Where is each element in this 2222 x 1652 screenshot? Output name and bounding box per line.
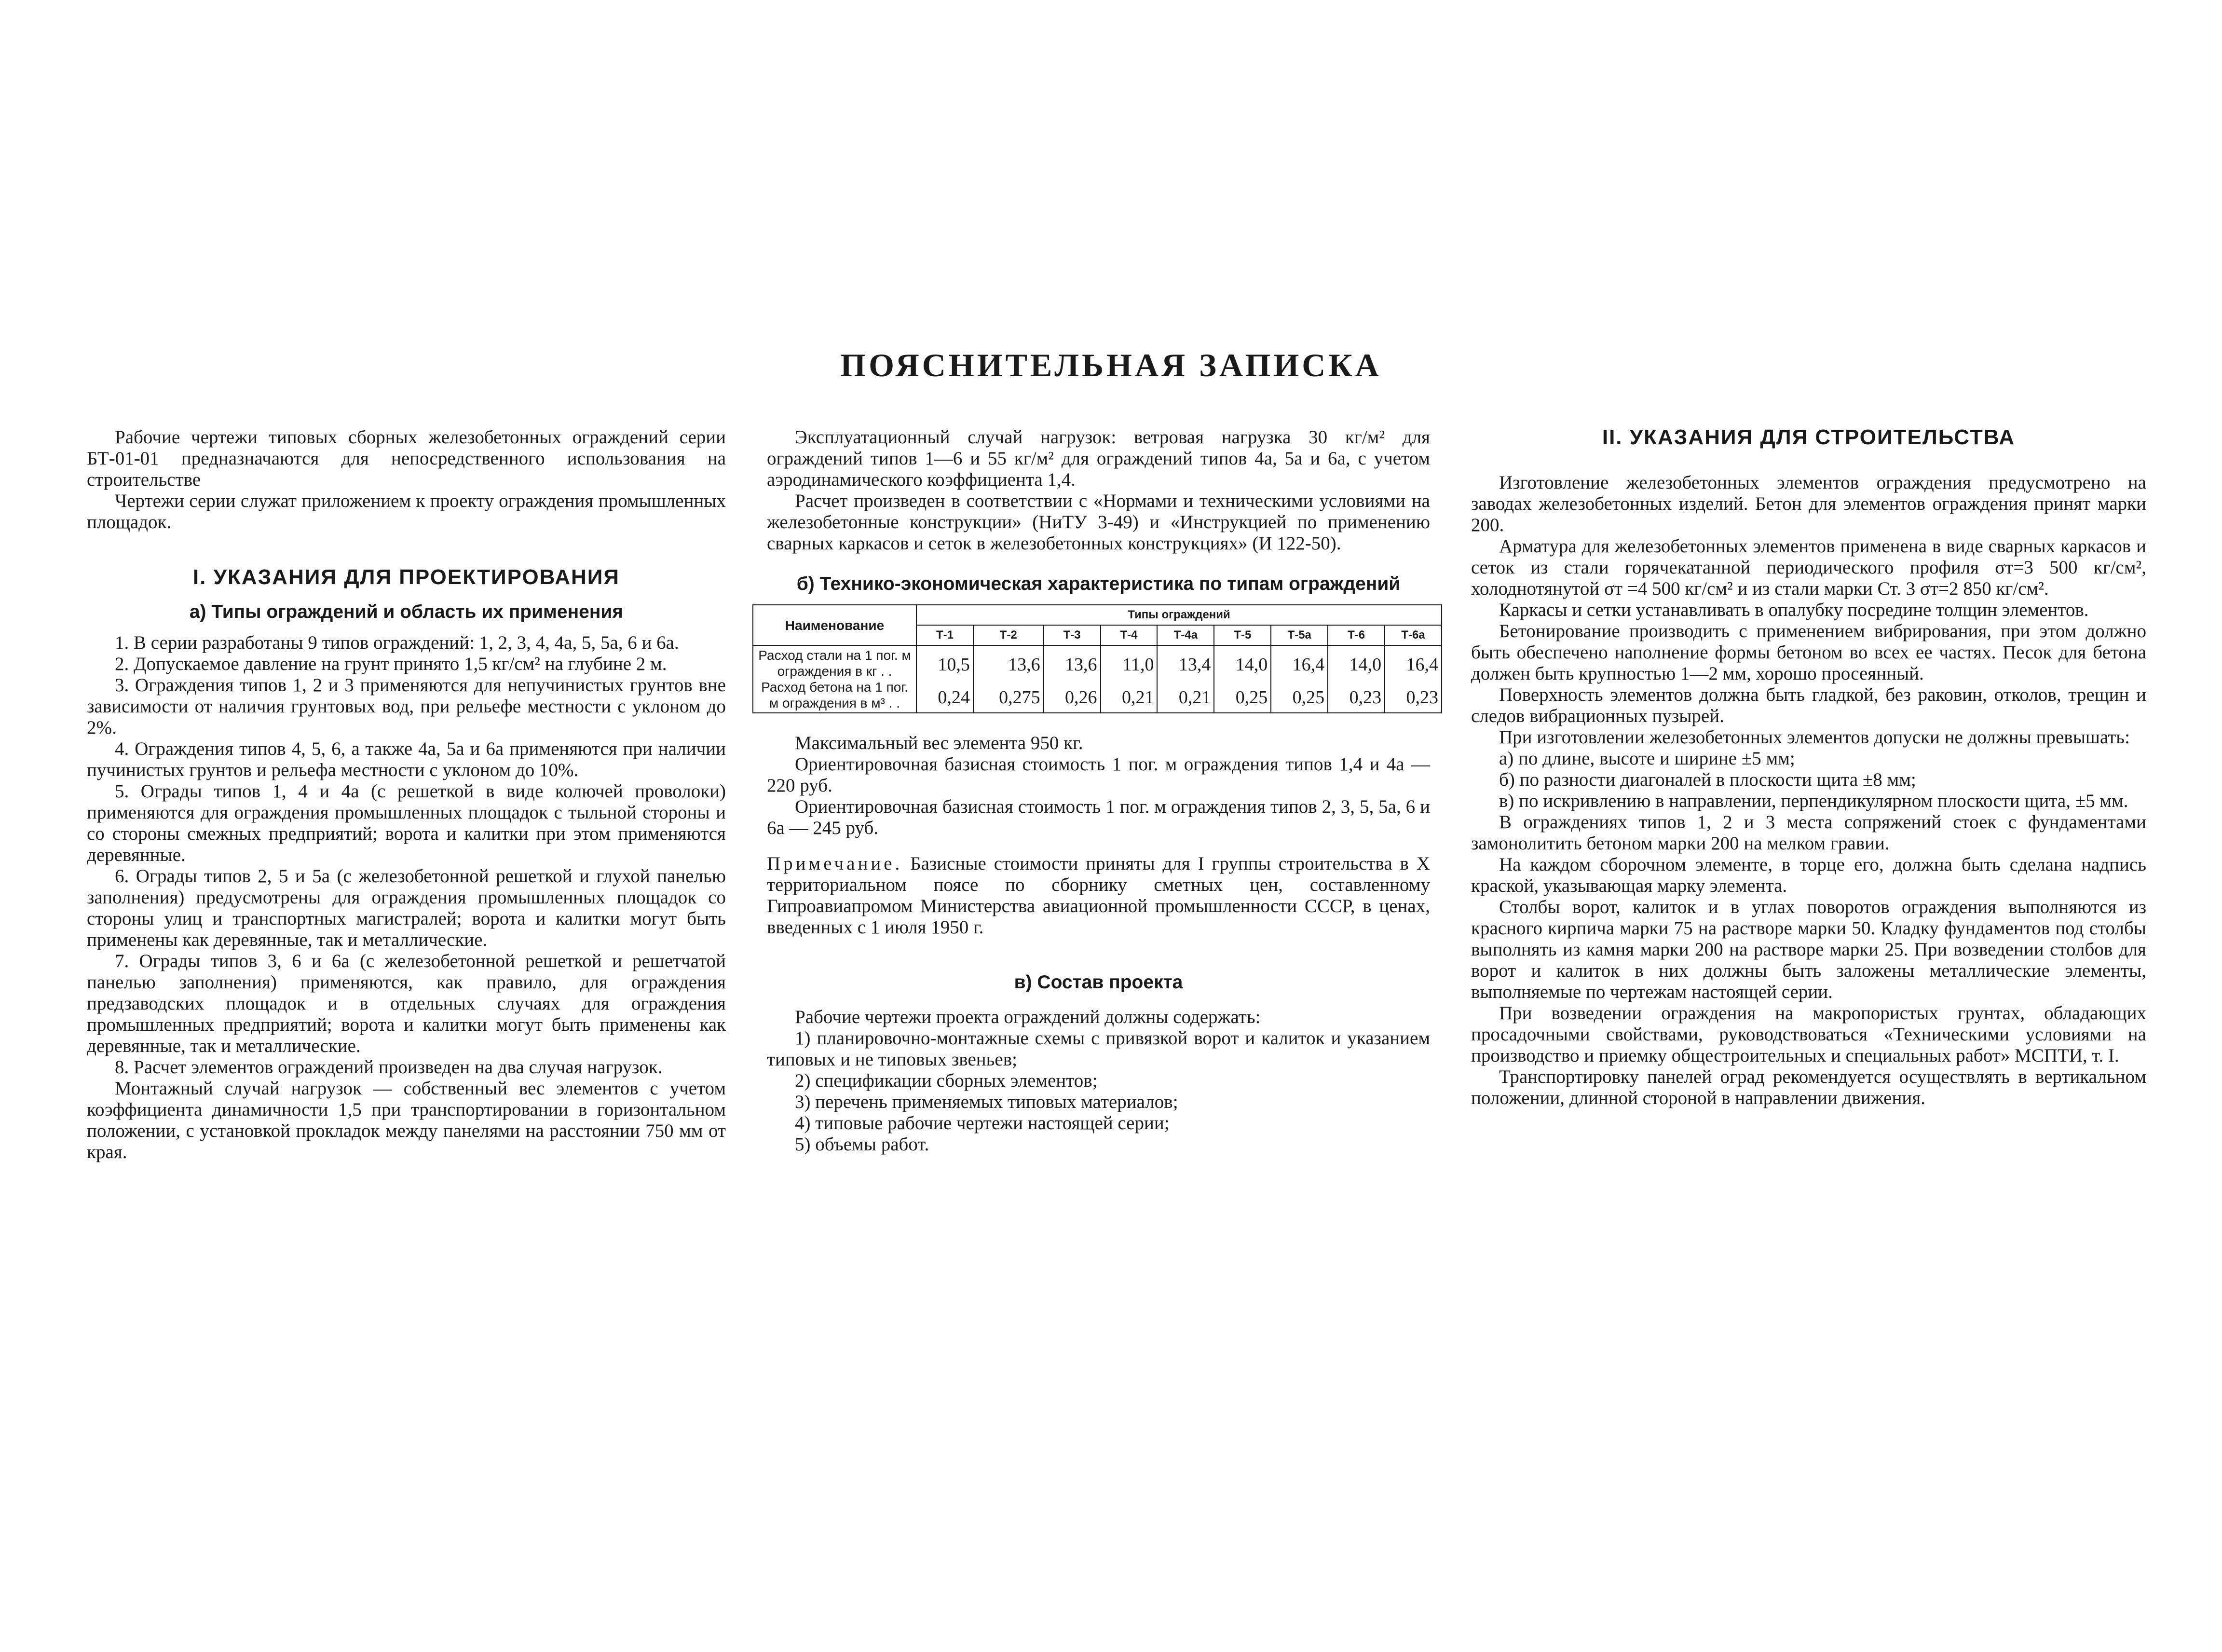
note-label: Примечание. xyxy=(767,853,903,874)
paragraph: Поверхность элементов должна быть гладкой, без раковин, отколов, трещин и следов вибрационных пузырей. xyxy=(1471,684,2146,726)
paragraph: В ограждениях типов 1, 2 и 3 места сопряжений стоек с фундаментами замонолитить бетоном марки 200 на мелком гравии. xyxy=(1471,812,2146,854)
paragraph: Ориентировочная базисная стоимость 1 пог. м ограждения типов 2, 3, 5, 5а, 6 и 6а — 245 руб. xyxy=(767,796,1430,838)
table-col-header: Т-6 xyxy=(1328,625,1385,645)
list-item: 4) типовые рабочие чертежи настоящей серии; xyxy=(795,1113,1170,1133)
note-text: Базисные стоимости приняты для I группы строительства в X территориальном поясе по сборнику сметных цен, составленному Гипроавиапромом Министерства авиационной промышленности СССР, в ценах, введенных с 1 июля 1950 г. xyxy=(767,853,1431,938)
table-col-header: Т-5а xyxy=(1271,625,1328,645)
paragraph: При возведении ограждения на макропористых грунтах, обладающих просадочными свойствами, руководствоваться «Техническими условиями на производство и приемку общестроительных и специальных работ» МСПТИ, т. I. xyxy=(1471,1003,2146,1066)
paragraph: Транспортировку панелей оград рекомендуется осуществлять в вертикальном положении, длинной стороной в направлении движения. xyxy=(1471,1066,2146,1108)
table-cell: 10,5 0,24 xyxy=(916,645,973,713)
row-label-steel: Расход стали на 1 пог. м ограждения в кг . . xyxy=(758,648,911,679)
intro-paragraph: Рабочие чертежи типовых сборных железобетонных ограждений серии БТ-01-01 предназначаются для непосредственного использования на строительстве xyxy=(87,427,726,490)
paragraph: Арматура для железобетонных элементов применена в виде сварных каркасов и сеток из стали горячекатанной периодического профиля σт=3 500 кг/см², холоднотянутой σт =4 500 кг/см² и из стали марки Ст. 3 σт=2 850 кг/см². xyxy=(1471,536,2146,599)
note xyxy=(767,853,1430,938)
table-col-header: Т-3 xyxy=(1044,625,1101,645)
list-item: в) по искривлению в направлении, перпендикулярном плоскости щита, ±5 мм. xyxy=(1499,791,2128,811)
column-middle xyxy=(758,427,1438,1155)
list-item: 2) спецификации сборных элементов; xyxy=(795,1070,1098,1091)
paragraph: Столбы ворот, калиток и в углах поворотов ограждения выполняются из красного кирпича марки 75 на растворе марки 50. Кладку фундаментов под столбы выполнять из камня марки 200 на растворе марки 25. При возведении столбов для ворот и калиток в них должны быть заложены металлические элементы, выполняемые по чертежам настоящей серии. xyxy=(1471,897,2146,1002)
subsection-a-heading: а) Типы ограждений и область их применения xyxy=(189,601,624,622)
list-item: б) по разности диагоналей в плоскости щита ±8 мм; xyxy=(1499,769,1916,790)
paragraph: 7. Ограды типов 3, 6 и 6а (с железобетонной решеткой и решетчатой панелью заполнения) применяются, как правило, для ограждения предзаводских площадок и в отдельных случаях для ограждения промышленных предприятий; ворота и калитки могут быть применены как деревянные, так и металлические. xyxy=(87,951,726,1056)
paragraph: 3. Ограждения типов 1, 2 и 3 применяются для непучинистых грунтов вне зависимости от наличия грунтовых вод, при рельефе местности с уклоном до 2%. xyxy=(87,675,726,738)
table-col-header: Т-4а xyxy=(1157,625,1214,645)
document-title: ПОЯСНИТЕЛЬНАЯ ЗАПИСКА xyxy=(840,347,1382,383)
table-cell: 13,6 0,275 xyxy=(973,645,1044,713)
table-name-header: Наименование xyxy=(753,605,916,645)
paragraph: Эксплуатационный случай нагрузок: ветровая нагрузка 30 кг/м² для ограждений типов 1—6 и 55 кг/м² для ограждений типов 4а, 5а и 6а, с учетом аэродинамического коэффициента 1,4. xyxy=(767,427,1430,490)
subsection-c-heading: в) Состав проекта xyxy=(1014,972,1183,993)
paragraph: 6. Ограды типов 2, 5 и 5а (с железобетонной решеткой и глухой панелью заполнения) предусмотрены для ограждения промышленных площадок со стороны улиц и транспортных магистралей; ворота и калитки могут быть применены как деревянные, так и металлические. xyxy=(87,866,726,950)
intro-paragraph: Чертежи серии служат приложением к проекту ограждения промышленных площадок. xyxy=(87,491,726,532)
paragraph: Рабочие чертежи проекта ограждений должны содержать: xyxy=(795,1007,1261,1027)
paragraph: 4. Ограждения типов 4, 5, 6, а также 4а, 5а и 6а применяются при наличии пучинистых грунтов и рельефа местности с уклоном до 10%. xyxy=(87,738,726,780)
table-col-header: Т-2 xyxy=(973,625,1044,645)
table-cell: 14,0 0,25 xyxy=(1214,645,1271,713)
list-item: 3) перечень применяемых типовых материалов; xyxy=(795,1092,1178,1112)
list-item: а) по длине, высоте и ширине ±5 мм; xyxy=(1499,748,1795,769)
subsection-b-heading: б) Технико-экономическая характеристика по типам ограждений xyxy=(796,573,1401,594)
table-cell: 16,4 0,25 xyxy=(1271,645,1328,713)
row-label-concrete: Расход бетона на 1 пог. м ограждения в м³ . . xyxy=(761,680,908,710)
paragraph: Расчет произведен в соответствии с «Нормами и техническими условиями на железобетонные конструкции» (НиТУ 3-49) и «Инструкцией по применению сварных каркасов и сеток в железобетонных конструкциях» (И 122-50). xyxy=(767,491,1430,554)
table-col-header: Т-5 xyxy=(1214,625,1271,645)
column-left xyxy=(87,427,726,1163)
paragraph: Максимальный вес элемента 950 кг. xyxy=(795,733,1083,753)
table-row-labels xyxy=(753,645,916,713)
paragraph: На каждом сборочном элементе, в торце его, должна быть сделана надпись краской, указывающая марку элемента. xyxy=(1471,854,2146,896)
table-cell: 16,4 0,23 xyxy=(1385,645,1442,713)
table-cell: 14,0 0,23 xyxy=(1328,645,1385,713)
paragraph: 1. В серии разработаны 9 типов ограждений: 1, 2, 3, 4, 4а, 5, 5а, 6 и 6а. xyxy=(115,632,679,653)
paragraph: 8. Расчет элементов ограждений произведен на два случая нагрузок. xyxy=(115,1057,663,1078)
section-1-heading: I. УКАЗАНИЯ ДЛЯ ПРОЕКТИРОВАНИЯ xyxy=(192,565,620,589)
list-item: 1) планировочно-монтажные схемы с привязкой ворот и калиток и указанием типовых и не типовых звеньев; xyxy=(767,1028,1430,1070)
list-item: 5) объемы работ. xyxy=(795,1134,929,1155)
table-col-header: Т-6а xyxy=(1385,625,1442,645)
table-col-header: Т-1 xyxy=(916,625,973,645)
paragraph: Бетонирование производить с применением вибрирования, при этом должно быть обеспечено наполнение формы бетоном во всех ее частях. Песок для бетона должен быть крупностью 1—2 мм, хорошо просеянный. xyxy=(1471,621,2146,684)
table-col-header: Т-4 xyxy=(1101,625,1158,645)
paragraph: 2. Допускаемое давление на грунт принято 1,5 кг/см² на глубине 2 м. xyxy=(115,654,667,674)
paragraph: Изготовление железобетонных элементов ограждения предусмотрено на заводах железобетонных изделий. Бетон для элементов ограждения принят марки 200. xyxy=(1471,472,2146,535)
paragraph: 5. Ограды типов 1, 4 и 4а (с решеткой в виде колючей проволоки) применяются для ограждения промышленных площадок с тыльной стороны и со стороны смежных предприятий; ворота и калитки при этом применяются деревянные. xyxy=(87,781,726,865)
paragraph: Каркасы и сетки устанавливать в опалубку посредине толщин элементов. xyxy=(1499,600,2089,620)
table-group-header: Типы ограждений xyxy=(916,605,1442,625)
column-right xyxy=(1471,427,2146,1109)
section-2-heading: II. УКАЗАНИЯ ДЛЯ СТРОИТЕЛЬСТВА xyxy=(1602,425,2016,449)
paragraph: При изготовлении железобетонных элементов допуски не должны превышать: xyxy=(1499,727,2130,748)
table-cell: 13,6 0,26 xyxy=(1044,645,1101,713)
economic-table xyxy=(752,604,1442,713)
paragraph: Монтажный случай нагрузок — собственный вес элементов с учетом коэффициента динамичности 1,5 при транспортировании в горизонтальном положении, с установкой прокладок между панелями на расстоянии 750 мм от края. xyxy=(87,1078,726,1162)
table-cell: 13,4 0,21 xyxy=(1157,645,1214,713)
paragraph: Ориентировочная базисная стоимость 1 пог. м ограждения типов 1,4 и 4а — 220 руб. xyxy=(767,754,1430,796)
table-cell: 11,0 0,21 xyxy=(1101,645,1158,713)
